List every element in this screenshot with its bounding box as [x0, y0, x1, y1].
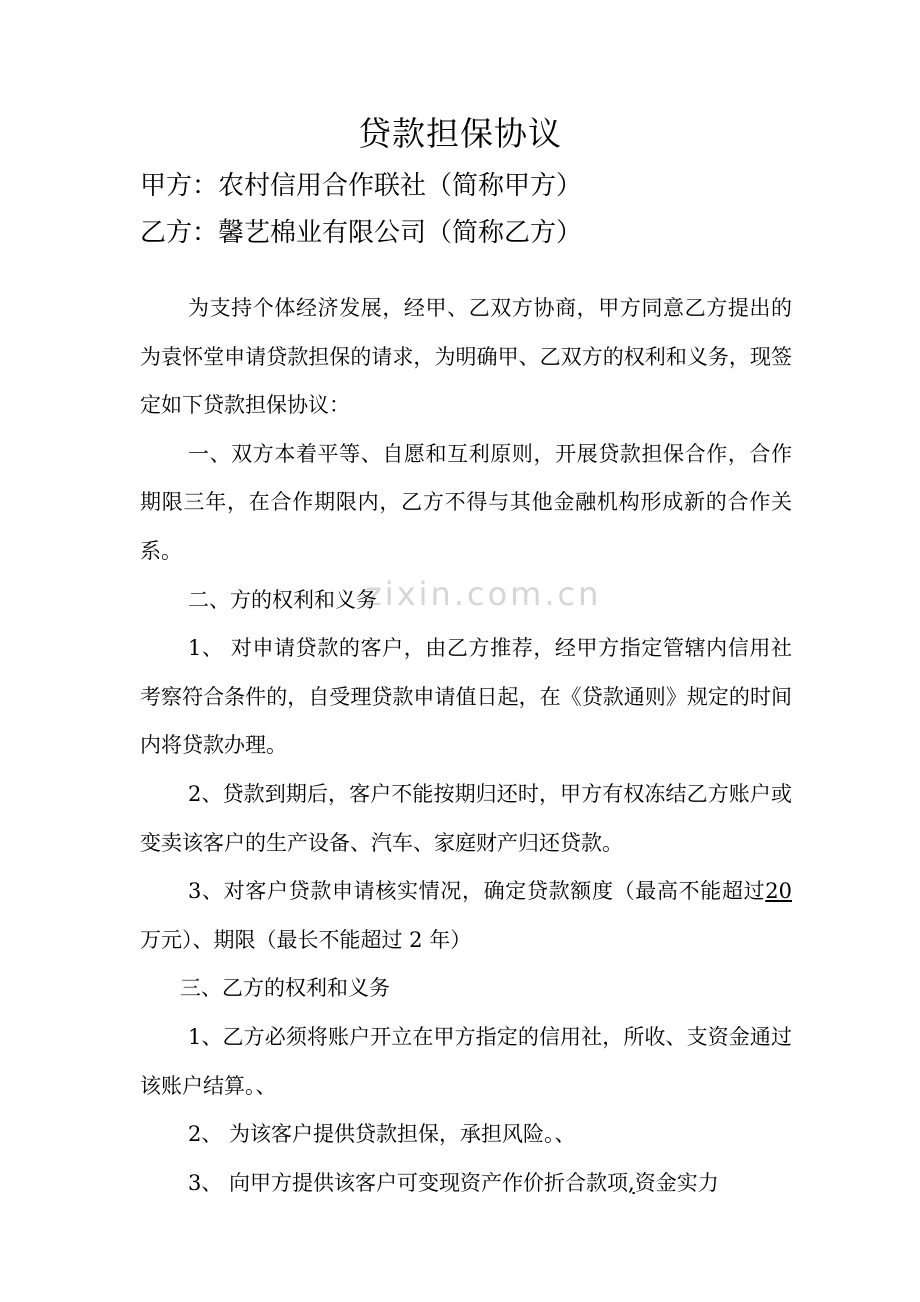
party-b: 乙方：馨艺棉业有限公司（简称乙方） [140, 218, 583, 248]
clause-two-item-1: 1、 对申请贷款的客户，由乙方推荐，经甲方指定管辖内信用社考察符合条件的，自受理贷款申请值日起，在《贷款通则》规定的时间内将贷款办理。 [140, 636, 792, 758]
clause-one: 一、双方本着平等、自愿和互利原则，开展贷款担保合作，合作期限三年，在合作期限内，乙方不得与其他金融机构形成新的合作关系。 [140, 441, 792, 563]
clause-three-item-3-text-b: 资金实力 [634, 1170, 719, 1195]
clause-two-item-3-text-b: 万元）、期限（最长不能超过 2 年） [140, 927, 472, 952]
watermark: zixin.com.cn [365, 575, 602, 613]
clause-two-item-3-text-a: 3、对客户贷款申请核实情况，确定贷款额度（最高不能超过 [188, 879, 766, 904]
clause-three-item-3-text-a: 3、 向甲方提供该客户可变现资产作价折合款项 [188, 1170, 629, 1195]
clause-two-item-2: 2、贷款到期后，客户不能按期归还时，甲方有权冻结乙方账户或变卖该客户的生产设备、汽车、家庭财产归还贷款。 [140, 781, 792, 855]
clause-three-item-2: 2、 为该客户提供贷款担保，承担风险。、 [188, 1122, 576, 1147]
party-a: 甲方：农村信用合作联社（简称甲方） [140, 171, 583, 201]
clause-three-heading: 三、乙方的权利和义务 [180, 976, 390, 1001]
loan-limit-amount: 20 [765, 879, 792, 904]
clause-three-item-3-comma: , [628, 1170, 635, 1195]
clause-two-heading: 二、方的权利和义务 [188, 587, 377, 612]
clause-three-item-1: 1、乙方必须将账户开立在甲方指定的信用社，所收、支资金通过该账户结算。、 [140, 1024, 792, 1098]
document-body [140, 284, 792, 1207]
intro-paragraph: 为支持个体经济发展，经甲、乙双方协商，甲方同意乙方提出的为袁怀堂申请贷款担保的请求，为明确甲、乙双方的权利和义务，现签定如下贷款担保协议： [140, 296, 792, 418]
document-title: 贷款担保协议 [358, 114, 562, 153]
clause-two-item-3 [140, 867, 792, 964]
clause-three-item-3 [140, 1159, 792, 1208]
